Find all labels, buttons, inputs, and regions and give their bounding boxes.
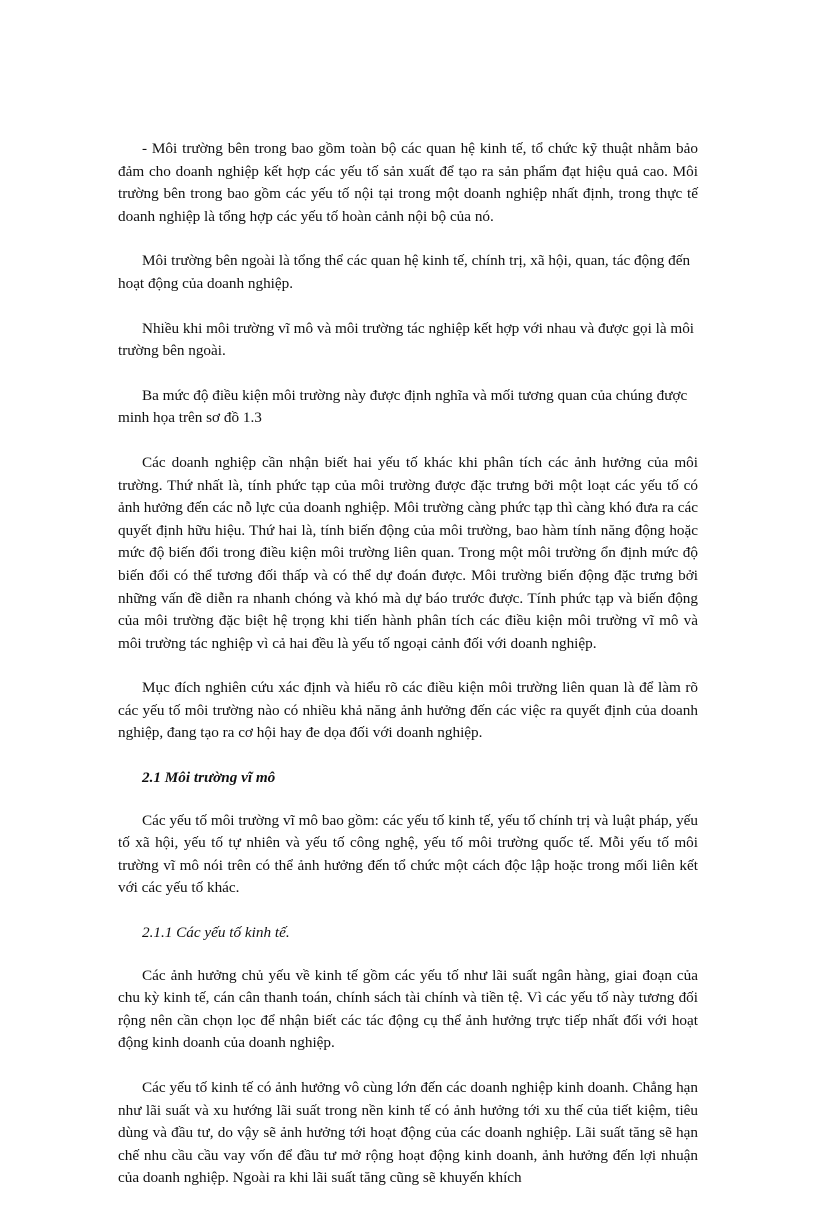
paragraph-macro-factors: Các yếu tố môi trường vĩ mô bao gồm: các yếu tố kinh tế, yếu tố chính trị và luật pháp, yếu tố xã hội, yếu tố tự nhiên và yếu tố công nghệ, yếu tố môi trường quốc tế. Mỗi yếu tố môi trường vĩ mô nói trên có thể ảnh hưởng đến tổ chức một cách độc lập hoặc trong mối liên kết với các yếu tố khác. [118,811,698,897]
paragraph-environment-levels: Ba mức độ điều kiện môi trường này được định nghĩa và mối tương quan của chúng được minh họa trên sơ đồ 1.3 [118,386,688,427]
paragraph-internal-environment: - Môi trường bên trong bao gồm toàn bộ các quan hệ kinh tế, tổ chức kỹ thuật nhằm bảo đảm cho doanh nghiệp kết hợp các yếu tố sản xuất để tạo ra sản phẩm đạt hiệu quả cao. Môi trường bên trong bao gồm các yếu tố nội tại trong một doanh nghiệp nhất định, trong thực tế doanh nghiệp là tổng hợp các yếu tố hoàn cảnh nội bộ của nó. [118,140,698,225]
paragraph-complexity-and-dynamics: Các doanh nghiệp cần nhận biết hai yếu tố khác khi phân tích các ảnh hưởng của môi trường. Thứ nhất là, tính phức tạp của môi trường được đặc trưng bởi một loạt các yếu tố có ảnh hưởng đến các nỗ lực của doanh nghiệp. Môi trường càng phức tạp thì càng khó đưa ra các quyết định hữu hiệu. Thứ hai là, tính biến động của môi trường, bao hàm tính năng động hoặc mức độ biến đổi trong điều kiện môi trường liên quan. Trong một môi trường ổn định mức độ biến đổi có thể tương đối thấp và có thể dự đoán được. Môi trường biến động đặc trưng bởi những vấn đề diễn ra nhanh chóng và khó mà dự báo trước được. Tính phức tạp và biến động của môi trường đặc biệt hệ trọng khi tiến hành phân tích các điều kiện môi trường vĩ mô và môi trường tác nghiệp vì cả hai đều là yếu tố ngoại cảnh đối với doanh nghiệp. [118,453,698,652]
page-content [118,138,698,1212]
paragraph-macro-and-task-environment: Nhiều khi môi trường vĩ mô và môi trường tác nghiệp kết hợp với nhau và được gọi là môi trường bên ngoài. [118,319,695,360]
paragraph-external-environment: Môi trường bên ngoài là tổng thể các quan hệ kinh tế, chính trị, xã hội, quan, tác động đến hoạt động của doanh nghiệp. [118,252,691,292]
paragraph-economic-influences: Các ảnh hưởng chủ yếu về kinh tế gồm các yếu tố như lãi suất ngân hàng, giai đoạn của chu kỳ kinh tế, cán cân thanh toán, chính sách tài chính và tiền tệ. Vì các yếu tố này tương đối rộng nên cần chọn lọc để nhận biết các tác động cụ thể ảnh hưởng trực tiếp nhất đối với hoạt động kinh doanh của doanh nghiệp. [118,966,698,1052]
paragraph-economic-impact: Các yếu tố kinh tế có ảnh hưởng vô cùng lớn đến các doanh nghiệp kinh doanh. Chẳng hạn như lãi suất và xu hướng lãi suất trong nền kinh tế có ảnh hưởng tới xu thế của tiết kiệm, tiêu dùng và đầu tư, do vậy sẽ ảnh hưởng tới hoạt động của các doanh nghiệp. Lãi suất tăng sẽ hạn chế nhu cầu cầu vay vốn để đầu tư mở rộng hoạt động kinh doanh, ảnh hưởng đến lợi nhuận của doanh nghiệp. Ngoài ra khi lãi suất tăng cũng sẽ khuyến khích [118,1079,698,1187]
section-heading-macro-environment: 2.1 Môi trường vĩ mô [142,769,276,787]
paragraph-research-purpose: Mục đích nghiên cứu xác định và hiểu rõ các điều kiện môi trường liên quan là để làm rõ các yếu tố môi trường nào có nhiều khả năng ảnh hưởng đến các việc ra quyết định của doanh nghiệp, đang tạo ra cơ hội hay đe dọa đối với doanh nghiệp. [118,679,698,742]
subsection-heading-economic-factors: 2.1.1 Các yếu tố kinh tế. [142,924,290,942]
